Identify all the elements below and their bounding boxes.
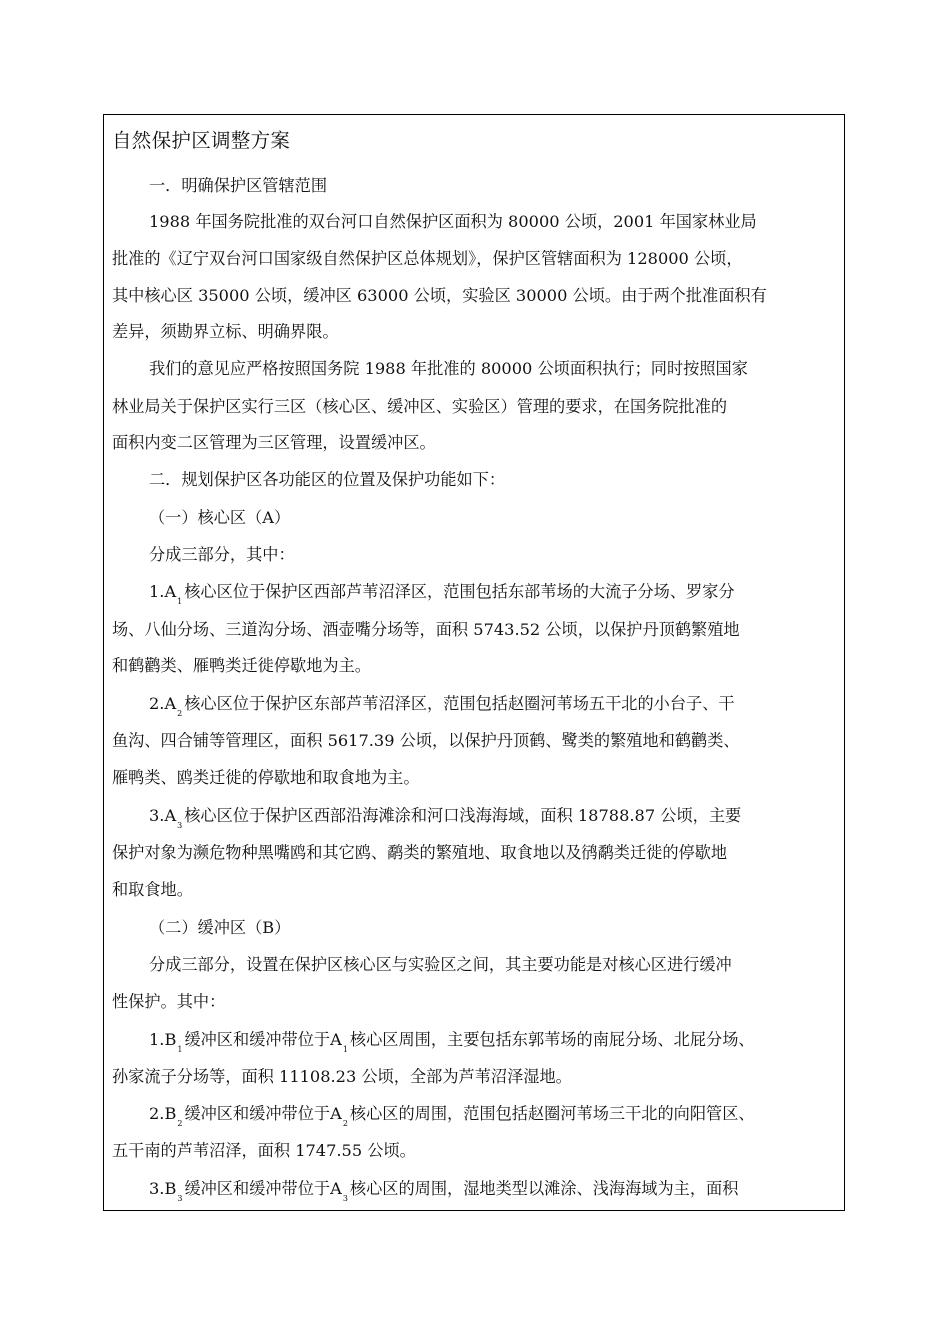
paragraph-line: 五干南的芦苇沼泽，面积 1747.55 公顷。 <box>112 1141 416 1160</box>
item-a1-line: $1.A_1$核心区位于保护区西部芦苇沼泽区，范围包括东部苇场的大流子分场、罗家分 <box>149 582 735 606</box>
subscript: 3 <box>177 1194 183 1203</box>
subscript: 3 <box>177 821 183 830</box>
item-a3-label: 3.A <box>149 806 177 825</box>
paragraph-line: 和取食地。 <box>112 880 193 899</box>
heading-section-1: 一．明确保护区管辖范围 <box>149 176 328 195</box>
paragraph-line: 场、八仙分场、三道沟分场、酒壶嘴分场等，面积 5743.52 公顷，以保护丹顶鹤繁殖地 <box>112 620 740 639</box>
paragraph-line: 1988 年国务院批准的双台河口自然保护区面积为 80000 公顷，2001 年国家林业局 <box>149 212 757 231</box>
item-b1-line: $1.B_1$缓冲区和缓冲带位于$A_1$核心区周围，主要包括东郭苇场的南屁分场、北屁分场、 <box>149 1030 755 1054</box>
paragraph-line: 分成三部分，设置在保护区核心区与实验区之间，其主要功能是对核心区进行缓冲 <box>149 955 732 974</box>
subheading-core-zone: （一）核心区（A） <box>149 508 291 527</box>
paragraph-line: 批准的《辽宁双台河口国家级自然保护区总体规划》，保护区管辖面积为 128000 公顷， <box>112 249 743 268</box>
subscript: 1 <box>177 597 183 606</box>
subscript: 1 <box>342 1045 348 1054</box>
paragraph-line: 其中核心区 35000 公顷，缓冲区 63000 公顷，实验区 30000 公顷。由于两个批准面积有 <box>112 286 767 305</box>
paragraph-line: 林业局关于保护区实行三区（核心区、缓冲区、实验区）管理的要求，在国务院批准的 <box>112 397 728 416</box>
subscript: 3 <box>342 1194 348 1203</box>
paragraph-line: 分成三部分，其中： <box>149 545 295 564</box>
item-b3-label: 3.B <box>149 1179 177 1198</box>
paragraph-line: 面积内变二区管理为三区管理，设置缓冲区。 <box>112 433 436 452</box>
item-a3-line: $3.A_3$核心区位于保护区西部沿海滩涂和河口浅海海域，面积 18788.87 公顷，主要 <box>149 806 742 830</box>
item-b2-line: $2.B_2$缓冲区和缓冲带位于$A_2$核心区的周围，范围包括赵圈河苇场三干北的向阳管区、 <box>149 1104 755 1128</box>
item-a1-label: 1.A <box>149 582 177 601</box>
subheading-buffer-zone: （二）缓冲区（B） <box>149 918 291 937</box>
item-b2-label: 2.B <box>149 1104 177 1123</box>
item-b1-label: 1.B <box>149 1030 177 1049</box>
paragraph-line: 我们的意见应严格按照国务院 1988 年批准的 80000 公顷面积执行；同时按照国家 <box>149 359 748 378</box>
paragraph-line: 差异，须勘界立标、明确界限。 <box>112 322 339 341</box>
item-b3-line: $3.B_3$缓冲区和缓冲带位于$A_3$核心区的周围，湿地类型以滩涂、浅海海域为主，面积 <box>149 1179 739 1203</box>
paragraph-line: 性保护。其中： <box>112 992 226 1011</box>
subscript: 2 <box>177 709 183 718</box>
paragraph-line: 孙家流子分场等，面积 11108.23 公顷，全部为芦苇沼泽湿地。 <box>112 1067 572 1086</box>
subscript: 2 <box>342 1119 348 1128</box>
heading-section-2: 二．规划保护区各功能区的位置及保护功能如下： <box>149 470 506 489</box>
paragraph-line: 保护对象为濒危物种黑嘴鸥和其它鸥、鹬类的繁殖地、取食地以及鸻鹬类迁徙的停歇地 <box>112 843 728 862</box>
subscript: 1 <box>177 1045 183 1054</box>
item-a2-line: $2.A_2$核心区位于保护区东部芦苇沼泽区，范围包括赵圈河苇场五干北的小台子、干 <box>149 694 735 718</box>
paragraph-line: 鱼沟、四合铺等管理区，面积 5617.39 公顷，以保护丹顶鹤、鹭类的繁殖地和鹤鹳类、 <box>112 731 740 750</box>
paragraph-line: 雁鸭类、鸥类迁徙的停歇地和取食地为主。 <box>112 768 420 787</box>
paragraph-line: 和鹤鹳类、雁鸭类迁徙停歇地为主。 <box>112 656 371 675</box>
item-a2-label: 2.A <box>149 694 177 713</box>
document-title: 自然保护区调整方案 <box>112 129 291 152</box>
subscript: 2 <box>177 1119 183 1128</box>
